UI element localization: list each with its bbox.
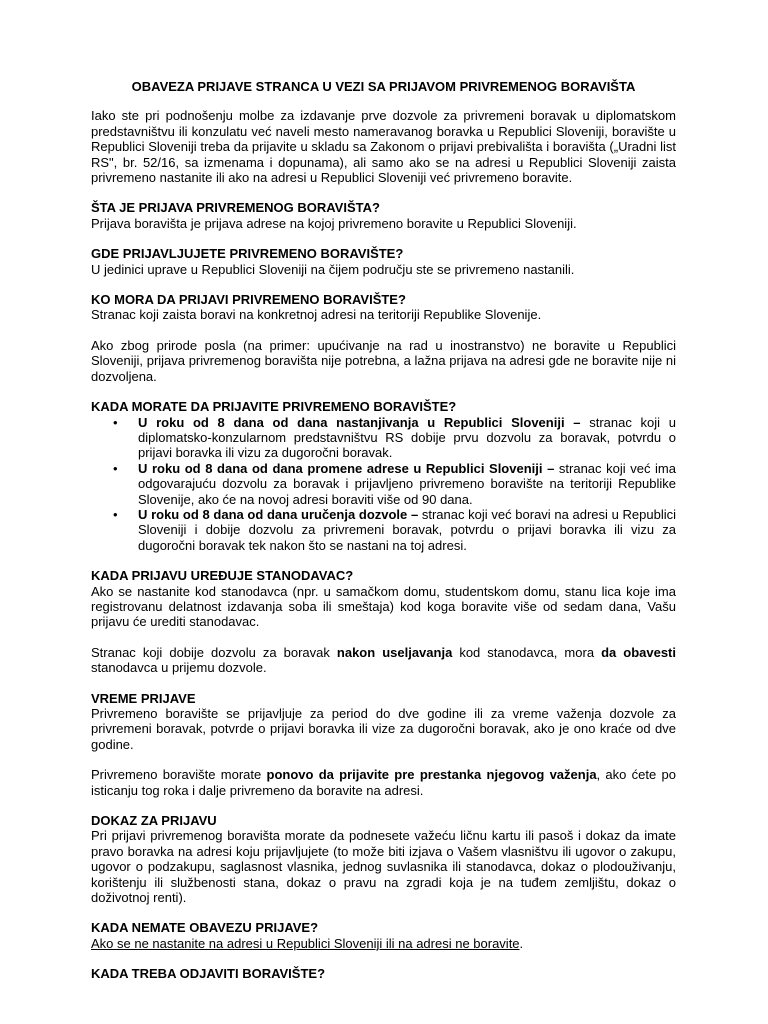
section-heading-who: KO MORA DA PRIJAVI PRIVREMENO BORAVIŠTE? <box>91 292 406 308</box>
section-heading-what: ŠTA JE PRIJAVA PRIVREMENOG BORAVIŠTA? <box>91 200 380 216</box>
list-item-text: stranac koji već ima odgovarajuću dozvolu za boravak i prijavljeno privremeno boravište na teritoriji Republike Slovenije, ako će na novoj adresi boraviti više od 90 dana. <box>138 460 676 507</box>
section-text-what: Prijava boravišta je prijava adrese na kojoj privremeno boravite u Republici Sloveniji. <box>91 215 577 231</box>
section-text-time-note: Privremeno boravište morate ponovo da prijavite pre prestanka njegovog važenja, ako ćete po isticanju tog roka i dalje privremeno da boravite na adresi. <box>91 767 676 798</box>
document-body <box>91 79 676 982</box>
list-item-lead: U roku od 8 dana od dana uručenja dozvole – <box>138 506 419 522</box>
list-item <box>138 507 676 553</box>
section-text-proof: Pri prijavi privremenog boravišta morate da podnesete važeću ličnu kartu ili pasoš i dokaz da imate pravo boravka na adresi koju prijavljujete (to može biti izjava o Vašem vlasništvu ili ugovor o zakupu, ugovor o podzakupu, saglasnost vlasnika, jednog suvlasnika ili stanodavca, dokaz o plodouživanju, korištenju ili službenosti stana, dokaz o pravu na zgradi koja je na tuđem zemljištu, dokaz o doživotnoj renti). <box>91 828 676 906</box>
deadline-list <box>91 415 676 554</box>
section-text-landlord-note: Stranac koji dobije dozvolu za boravak nakon useljavanja kod stanodavca, mora da obavesti stanodavca u prijemu dozvole. <box>91 644 676 676</box>
section-heading-time: VREME PRIJAVE <box>91 690 196 706</box>
section-heading-proof: DOKAZ ZA PRIJAVU <box>91 813 217 829</box>
section-heading-no-obligation: KADA NEMATE OBAVEZU PRIJAVE? <box>91 920 319 936</box>
section-heading-deregister: KADA TREBA ODJAVITI BORAVIŠTE? <box>91 966 326 982</box>
section-text-where: U jedinici uprave u Republici Sloveniji na čijem području ste se privremeno nastanili. <box>91 261 575 277</box>
document-title: OBAVEZA PRIJAVE STRANCA U VEZI SA PRIJAVOM PRIVREMENOG BORAVIŠTA <box>131 79 636 94</box>
section-heading-when: KADA MORATE DA PRIJAVITE PRIVREMENO BORAVIŠTE? <box>91 399 457 415</box>
section-text-no-obligation: Ako se ne nastanite na adresi u Republici Sloveniji ili na adresi ne boravite. <box>91 935 524 951</box>
list-item-text: stranac koji već boravi na adresi u Republici Sloveniji i dobije dozvolu za privremeni boravak, potvrdu o prijavi boravka ili vizu za dugoročni boravak tek nakon što se nastani na toj adresi. <box>138 506 676 553</box>
intro-paragraph: Iako ste pri podnošenju molbe za izdavanje prve dozvole za privremeni boravak u diplomatskom predstavništvu ili konzulatu već naveli mesto nameravanog boravka u Republici Sloveniji, boravište u Republici Sloveniji treba da prijavite u skladu sa Zakonom o prijavi prebivališta i boravišta („Uradni list RS", br. 52/16, sa izmenama i dopunama), ali samo ako se na adresi u Republici Sloveniji zaista privremeno nastanite ili ako na adresi u Republici Sloveniji već privremeno boravite. <box>91 108 676 186</box>
section-heading-where: GDE PRIJAVLJUJETE PRIVREMENO BORAVIŠTE? <box>91 246 404 262</box>
section-text-who-note: Ako zbog prirode posla (na primer: upućivanje na rad u inostranstvo) ne boravite u Republici Sloveniji, prijava privremenog boravišta nije potrebna, a lažna prijava na adresi gde ne boravite nije ni dozvoljena. <box>91 337 676 384</box>
section-heading-landlord: KADA PRIJAVU UREĐUJE STANODAVAC? <box>91 568 354 584</box>
section-text-who: Stranac koji zaista boravi na konkretnoj adresi na teritoriji Republike Slovenije. <box>91 307 542 323</box>
section-text-time: Privremeno boravište se prijavljuje za period do dve godine ili za vreme važenja dozvole za privremeni boravak, potvrde o prijavi boravka ili vize za dugoročni boravak, ako je ono kraće od dve godine. <box>91 706 676 752</box>
list-item <box>138 415 676 461</box>
list-item <box>138 461 676 507</box>
list-item-lead: U roku od 8 dana od dana promene adrese u Republici Sloveniji – <box>138 460 555 476</box>
list-item-lead: U roku od 8 dana od dana nastanjivanja u Republici Sloveniji – <box>138 414 581 430</box>
list-item-text: stranac koji u diplomatsko-konzularnom predstavništvu RS dobije prvu dozvolu za boravak, potvrdu o prijavi boravka ili vizu za dugoročni boravak. <box>138 414 676 461</box>
section-text-landlord: Ako se nastanite kod stanodavca (npr. u samačkom domu, studentskom domu, stanu lica koje ima registrovanu delatnost izdavanja soba ili smeštaja) kod koga boravite više od sedam dana, Vašu prijavu će urediti stanodavac. <box>91 583 676 630</box>
